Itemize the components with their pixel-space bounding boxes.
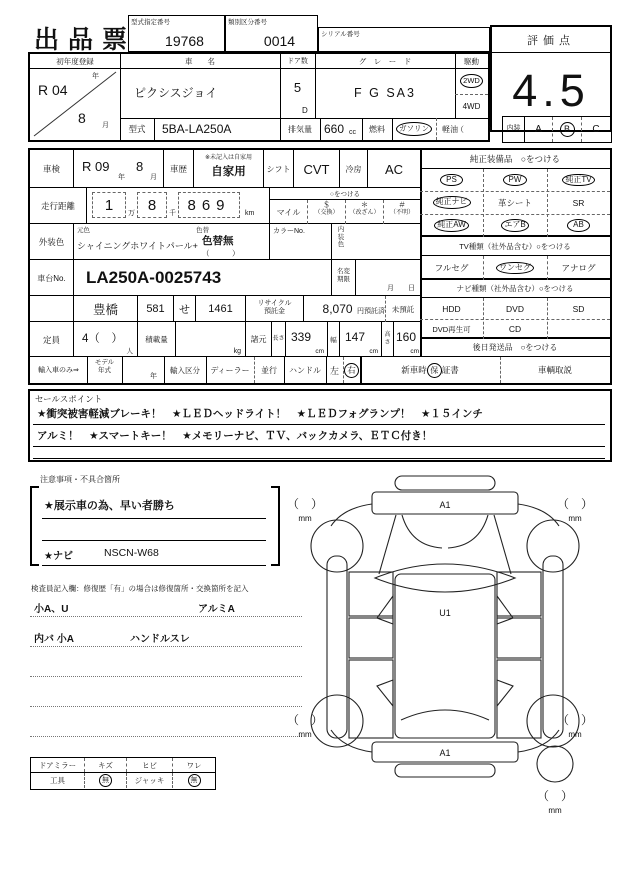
shaken-month-unit: 月 [150,174,157,181]
tv-full-seg: フルセグ [434,263,469,273]
notes-line-3-label: ★ナビ [44,551,73,562]
first-reg-month-unit: 月 [102,122,109,129]
equip-pw: PW [483,169,547,191]
fuel-gasoline: ガソリン [392,118,436,140]
center-damage-code: U1 [439,608,451,618]
load-label: 積載量 [138,322,176,357]
front-strip [395,476,495,490]
front-left-wheel [311,520,363,572]
shaken-value: R 09 [82,159,110,174]
color-label: 外装色 [30,224,74,260]
navi-cd: CD [508,324,522,334]
mileage-mark-hash: ＃ [398,200,406,209]
inspector-line1-a: 小A、U [34,604,69,615]
car-damage-diagram [283,468,635,868]
tv-analog: アナログ [561,263,596,273]
legend-tools: 工具 [31,773,85,788]
capacity-value: 4（ ） [82,333,123,345]
chassis-label: 車台No. [30,260,74,296]
legend-scratch: キズ [85,758,127,772]
tread-bracket-fr: （ ） [556,497,594,511]
model-year-label-1: モデル [94,359,115,366]
sales-points-label: セールスポイント [35,394,103,404]
load-unit: kg [233,348,241,355]
tv-type-box [420,237,610,280]
mileage-mark-star: ＊ [360,200,369,209]
equip-navi: 純正ナビ [420,191,483,214]
drive-label: 駆動 [464,56,479,66]
dims-label: 諸元 [246,322,272,357]
length-value: 339 [291,330,312,344]
tread-unit-spare: mm [548,806,562,815]
rename-label-2: 期限 [337,275,350,283]
car-name-label: 車 名 [185,56,215,66]
interior-c: C [592,124,600,135]
fuel-label: 燃料 [369,124,385,134]
serial-label: シリアル番号 [321,31,360,38]
model-label: 型式 [128,124,146,134]
import-dealer: ディーラー [210,365,250,375]
width-label: 幅 [328,322,340,357]
history-note: ※未記入は自家用 [204,155,253,161]
tread-bracket-rl: （ ） [286,713,324,727]
legend-door-mirror: ドアミラー [31,758,85,772]
recycle-value: 8,070 [322,302,353,316]
interior-color-label: 内装色 [337,226,345,249]
length-unit: cm [315,348,324,355]
equip-airbag: エアB [483,214,547,237]
interior-label: 内装 [503,117,525,142]
tv-type-header: TV種類（社外品含む）○をつける [420,237,610,256]
mileage-mark-hash-sub: （不明） [389,209,414,216]
registration-class: 581 [138,296,174,322]
displacement-value: 660 [324,122,345,136]
displacement-label: 排気量 [288,124,312,134]
first-reg-year-unit: 年 [92,73,99,80]
tread-unit-rr: mm [568,730,582,739]
first-reg-month: 8 [78,110,86,126]
mileage-digit-rest: 869 [178,192,240,218]
mileage-digit-man: 1 [92,192,126,218]
recycle-alt: 未預託 [391,304,415,314]
registration-row [30,296,420,322]
later-shipment-strip: 後日発送品 ○をつける [420,339,610,357]
height-label: 高さ [382,322,394,357]
ac-value: AC [384,161,404,177]
equipment-header: 純正装備品 ○をつける [420,150,610,169]
import-type-label: 輸入区分 [170,365,200,375]
import-label: 輸入車のみ⇒ [38,367,79,374]
left-rocker [327,556,347,738]
sales-line-2: アルミ！ ★スマートキー！ ★メモリーナビ、ＴＶ、バックカメラ、ＥＴＣ付き！ [37,430,433,442]
equipment-box [420,150,610,237]
legend-tools-mark: 無 [85,773,127,788]
legend-crack: ヒビ [127,758,173,772]
ac-label: 冷房 [340,150,368,188]
height-value: 160 [396,330,417,344]
shaken-year-unit: 年 [118,174,125,181]
mileage-unit-man: 万 [128,210,135,217]
navi-type-header: ナビ種類（社外品含む）○をつける [420,280,610,298]
doors-label: ドア数 [287,58,308,65]
notes-label: 注意事項・不具合箇所 [40,475,120,484]
import-row [30,357,610,383]
legend-jack-mark: 無 [173,773,215,788]
navi-hdd: HDD [442,303,461,314]
mileage-label: 走行距離 [30,188,87,224]
registration-label [30,296,74,322]
notes-bracket-left [30,486,39,566]
shift-value: CVT [294,150,340,188]
grade-label: グ レ ー ド [358,56,412,66]
color-no-label: カラーNo. [273,228,305,235]
shaken-row [30,150,420,188]
model-year-unit: 年 [150,373,157,380]
mileage-mark-dollar-sub: （交換） [314,209,339,216]
legend-break: ワレ [186,760,202,770]
color-change-label: 色替 [196,227,209,234]
history-value: 自家用 [211,166,246,178]
navi-dvd: DVD [506,303,524,314]
class-code-label: 類別区分番号 [228,19,267,26]
color-change-value: 色替無 [202,235,234,247]
handle-left: 左 [329,365,339,376]
mileage-mark-star-sub: （改ざん） [349,209,380,216]
shift-label: シフト [264,150,294,188]
warranty-post: 証書 [441,365,459,375]
inspector-label: 検査員記入欄：修復歴「有」の場合は修復箇所・交換箇所を記入 [31,584,249,593]
handle-label: ハンドル [289,365,321,375]
color-change-paren: （ ） [202,249,240,258]
right-rocker [543,556,563,738]
mileage-row [30,188,420,224]
width-unit: cm [369,348,378,355]
model-code-box [128,15,225,52]
interior-b: B [553,117,582,142]
registration-kana: せ [174,296,196,322]
tread-bracket-fl: （ ） [286,497,324,511]
model-value: 5BA-LA250A [162,122,232,136]
equip-ps: PS [420,169,483,191]
notes-line-3-value: NSCN-W68 [104,547,159,559]
sales-line-1: ★衝突被害軽減ブレーキ！ ★ＬＥＤヘッドライト！ ★ＬＥＤフォグランプ！ ★１５インチ [37,408,483,420]
handle-right: 右 [343,357,360,383]
registration-office: 豊橋 [74,296,138,322]
manual-cell: 車輌取説 [537,365,572,375]
grade-value: F G SA3 [354,86,416,100]
equip-aw: 純正AW [420,214,483,237]
model-code-value: 19768 [165,33,204,49]
fuel-diesel: 軽油 [442,124,458,134]
shaken-month: 8 [136,159,144,174]
height-unit: cm [410,348,419,355]
registration-number: 1461 [196,296,246,322]
mileage-unit-sen: 千 [169,210,176,217]
recycle-label-2: 預託金 [264,308,285,316]
tv-one-seg: ワンセグ [483,256,547,280]
warranty-pre: 新車時 [401,365,427,375]
page-title: 出品票 [34,26,137,54]
mileage-mark-mile: マイル [270,200,308,224]
model-code-label: 型式指定番号 [131,19,170,26]
capacity-row [30,322,420,357]
mileage-unit-km: km [245,210,255,217]
equip-leather: 革シート [497,197,532,208]
model-year-label-2: 年式 [98,366,111,374]
rename-date: 月 日 [387,285,415,292]
notes-bracket-right [271,486,280,566]
capacity-label: 定員 [30,322,74,357]
front-right-wheel [527,520,579,572]
equip-sr: SR [572,197,585,208]
drive-2wd: 2WD [455,69,488,93]
drive-4wd: 4WD [462,102,481,111]
floor-panel [395,574,495,738]
recycle-label-1: リサイクル [257,300,292,307]
mileage-digit-sen: 8 [137,192,167,218]
navi-sd: SD [572,303,585,314]
tread-unit-fr: mm [568,514,582,523]
interior-a: A [525,117,553,142]
orig-color-value: シャイニングホワイトパール+ [77,241,198,251]
displacement-unit: cc [349,129,356,136]
rear-strip [395,764,495,777]
chassis-value: LA250A-0025743 [74,260,332,296]
car-name: ピクシスジョイ [134,86,218,100]
rear-damage-code: A1 [439,748,451,758]
navi-type-box [420,280,610,339]
tread-bracket-spare: （ ） [536,789,574,803]
rename-label-1: 名変 [337,268,350,275]
capacity-unit: 人 [126,348,133,355]
doors-sub: D [302,106,308,115]
legend-jack: ジャッキ [127,773,173,788]
first-reg-label: 初年度登録 [56,56,94,66]
history-label: 車歴 [164,150,194,188]
navi-dvd-play: DVD再生可 [432,324,471,334]
front-damage-code: A1 [439,500,451,510]
doors-value: 5 [293,80,302,95]
recycle-suffix: 円預託済 [357,308,385,315]
score-label: 評価点 [492,27,610,53]
mileage-circle-note: ○をつける [270,188,420,200]
mileage-mark-dollar: ＄ [322,200,331,209]
interior-grade-box [502,116,612,143]
width-value: 147 [345,330,366,344]
import-parallel: 並行 [261,365,277,375]
equip-tv: 純正TV [547,169,610,191]
vehicle-table [28,52,496,142]
color-row [30,224,420,260]
chassis-row [30,260,420,296]
shaken-label: 車検 [30,150,74,188]
orig-color-label: 元色 [77,227,90,234]
detail-table [28,148,612,385]
class-code-box [225,15,318,52]
equip-abs: AB [547,214,610,237]
tread-unit-rl: mm [298,730,312,739]
length-label: 長さ [272,322,286,357]
tread-unit-fl: mm [298,514,312,523]
score-value: 4.5 [512,65,590,116]
first-reg-value: R 04 [38,82,68,98]
inspector-line2-b: ハンドルスレ [130,634,190,645]
notes-line-1: ★展示車の為、早い者勝ち [44,500,175,512]
legend-table [30,757,216,790]
serial-box [318,27,490,52]
sales-points-box [28,389,612,462]
inspector-line2-a: 内バ 小A [34,634,74,645]
inspector-line1-b: アルミA [198,604,235,615]
class-code-value: 0014 [263,33,296,49]
warranty-cell [360,357,500,383]
fuel-paren: （ ） [456,124,496,134]
warranty-circled: 保 [427,363,442,378]
spare-tire [537,746,573,782]
tread-bracket-rr: （ ） [556,713,594,727]
